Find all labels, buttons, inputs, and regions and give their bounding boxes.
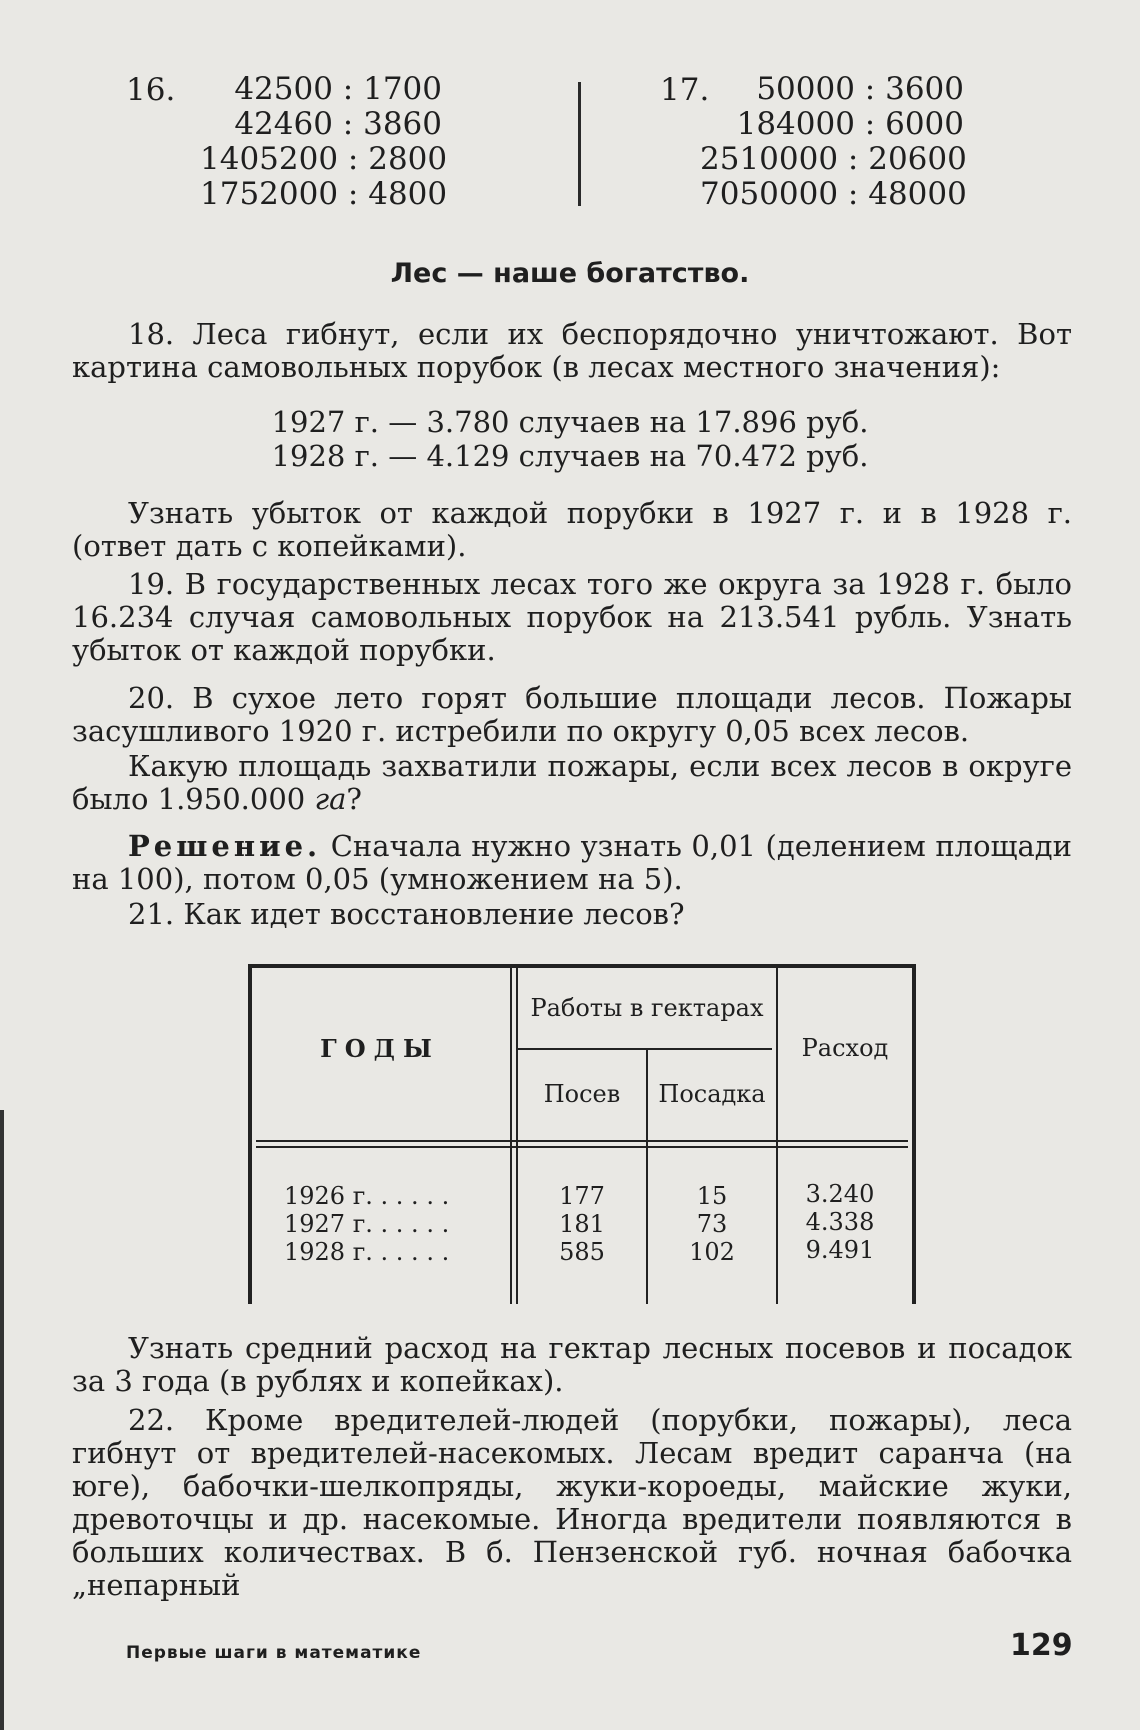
table-cell-planting: 15 <box>696 1182 728 1210</box>
table-top-border <box>248 964 916 968</box>
problem-16-number: 16. <box>126 72 176 108</box>
page-number: 129 <box>1010 1628 1073 1663</box>
problem-17-line: 2510000 : 20600 <box>700 141 967 177</box>
table-subheader-rule <box>518 1048 772 1050</box>
problem-17-line: 184000 : 6000 <box>736 106 964 142</box>
solution-label: Решение. <box>128 829 322 863</box>
header-expense: Расход <box>801 1034 889 1062</box>
table-cell-expense: 9.491 <box>805 1236 875 1264</box>
problem-21-question: Узнать средний расход на гектар лесных посевов и посадок за 3 года (в рублях и копейках). <box>72 1331 1072 1398</box>
problem-20-unit: га <box>314 782 347 816</box>
solution-text: Сначала нужно узнать 0,01 (делением площади на 100), потом 0,05 (умножением на 5). <box>72 829 1072 896</box>
problem-18-data-line: 1927 г. — 3.780 случаев на 17.896 руб. <box>271 405 869 439</box>
problem-18-data-line: 1928 г. — 4.129 случаев на 70.472 руб. <box>271 439 869 473</box>
table-cell-expense: 3.240 <box>805 1180 875 1208</box>
problem-18-text: 18. Леса гибнут, если их беспорядочно уничтожают. Вот картина самовольных порубок (в лесах местного значения): <box>72 317 1072 384</box>
page-edge-shadow <box>0 1110 4 1730</box>
problem-17-line: 50000 : 3600 <box>756 71 964 107</box>
table-header-rule <box>256 1140 908 1142</box>
problem-20-solution <box>72 830 1072 896</box>
table-right-border <box>912 964 916 1304</box>
problem-20-question-text: Какую площадь захватили пожары, если всех лесов в округе было 1.950.000 <box>72 749 1072 816</box>
table-col-rule <box>510 964 512 1304</box>
problem-20-question-mark: ? <box>346 782 362 816</box>
table-cell-sowing: 177 <box>559 1182 605 1210</box>
problem-20-question <box>72 750 1072 816</box>
problem-17-line: 7050000 : 48000 <box>700 176 967 212</box>
table-cell-sowing: 585 <box>559 1238 605 1266</box>
header-planting: Посадка <box>658 1080 766 1108</box>
problem-22-text: 22. Кроме вредителей-людей (порубки, пожары), леса гибнут от вредителей-насекомых. Лесам вредит саранча (на юге), бабочки-шелкопряды, жуки-короеды, майские жуки, древоточцы и др. насекомые. Иногда вредители появляются в больших количествах. В б. Пензенской губ. ночная бабочка „непарный <box>72 1403 1072 1602</box>
table-cell-expense: 4.338 <box>805 1208 875 1236</box>
table-left-border <box>248 964 252 1304</box>
problem-19-text: 19. В государственных лесах того же округа за 1928 г. было 16.234 случая самовольных порубок на 213.541 рубль. Узнать убыток от каждой порубки. <box>72 567 1072 667</box>
problem-17-number: 17. <box>660 72 710 108</box>
table-cell-sowing: 181 <box>559 1210 605 1238</box>
footer-book-title: Первые шаги в математике <box>126 1643 422 1663</box>
problem-20-text: 20. В сухое лето горят большие площади лесов. Пожары засушливого 1920 г. истребили по округу 0,05 всех лесов. <box>72 681 1072 748</box>
forest-restoration-table <box>248 964 916 1304</box>
table-cell-planting: 73 <box>696 1210 728 1238</box>
table-row-year: 1927 г. . . . . . <box>284 1210 450 1238</box>
header-work-hectares: Работы в гектарах <box>530 994 764 1022</box>
problem-18-question: Узнать убыток от каждой порубки в 1927 г. и в 1928 г. (ответ дать с копейками). <box>72 496 1072 563</box>
column-divider <box>578 82 581 206</box>
problem-16-divisions <box>200 71 448 212</box>
table-row-year: 1926 г. . . . . . <box>284 1182 450 1210</box>
problem-16-line: 1752000 : 4800 <box>200 176 448 212</box>
problem-17-divisions <box>700 71 967 212</box>
table-row-year: 1928 г. . . . . . <box>284 1238 450 1266</box>
problem-16-line: 42500 : 1700 <box>234 71 442 107</box>
table-cell-planting: 102 <box>689 1238 735 1266</box>
problem-16-line: 42460 : 3860 <box>234 106 442 142</box>
problem-16-line: 1405200 : 2800 <box>200 141 448 177</box>
problem-21-text: 21. Как идет восстановление лесов? <box>128 897 685 931</box>
header-sowing: Посев <box>543 1080 621 1108</box>
header-years: ГОДЫ <box>320 1034 440 1063</box>
section-title: Лес — наше богатство. <box>390 258 750 289</box>
table-header-rule <box>256 1146 908 1148</box>
